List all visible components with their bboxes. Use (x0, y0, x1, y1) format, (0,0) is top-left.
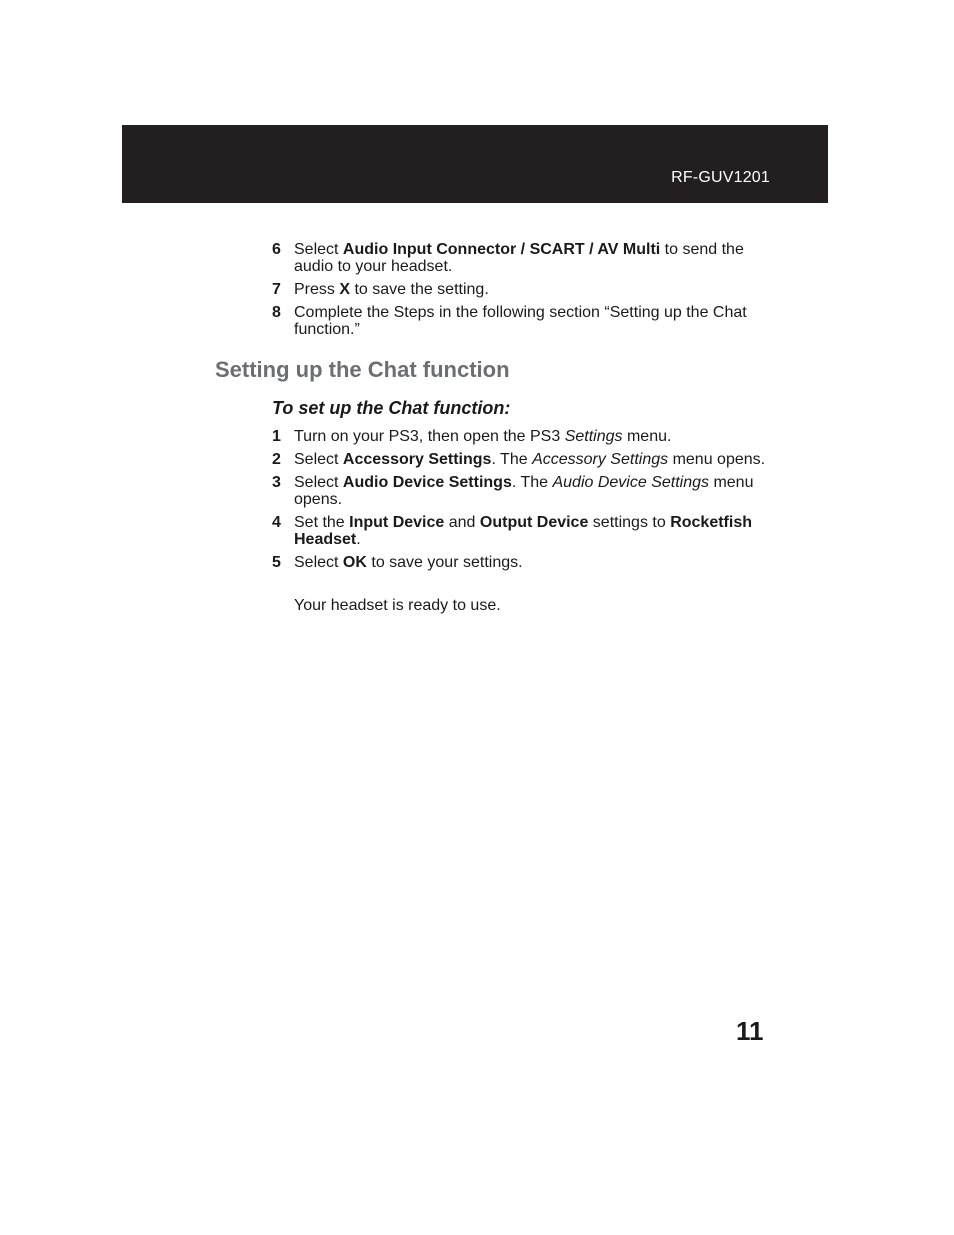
step-item (272, 514, 772, 548)
step-number: 6 (272, 241, 281, 258)
bold-term: OK (342, 554, 367, 571)
step-number: 7 (272, 281, 281, 298)
step-item (272, 428, 772, 445)
step-text (294, 304, 772, 338)
step-text-run: settings to (588, 514, 671, 531)
step-number: 1 (272, 428, 281, 445)
step-item (272, 281, 772, 298)
step-number: 5 (272, 554, 281, 571)
bold-term: Rocketfish Headset (294, 514, 752, 548)
step-item (272, 304, 772, 338)
bold-term: Accessory Settings (342, 451, 492, 468)
step-text-run: menu opens. (668, 451, 766, 468)
bold-term: X (339, 281, 351, 298)
step-text (294, 554, 772, 571)
bold-term: Input Device (349, 514, 445, 531)
step-text (294, 428, 772, 445)
step-number: 3 (272, 474, 281, 491)
page-number: 11 (736, 1016, 764, 1046)
step-item (272, 474, 772, 508)
step-text (294, 474, 772, 508)
step-text (294, 451, 772, 468)
step-text-run: Turn on your PS3, then open the PS3 (294, 428, 565, 445)
bold-term: Audio Input Connector / SCART / AV Multi (342, 241, 661, 258)
step-text-run: to save the setting. (350, 281, 489, 298)
step-text-run: Select (294, 474, 343, 491)
step-text-run: and (444, 514, 480, 531)
step-text-run: . The (491, 451, 533, 468)
bold-term: Output Device (479, 514, 589, 531)
chat-steps-list (272, 428, 772, 577)
step-text (294, 241, 772, 275)
step-number: 2 (272, 451, 281, 468)
followup-text: Your headset is ready to use. (294, 597, 501, 614)
italic-term: Audio Device Settings (552, 474, 709, 491)
step-item (272, 451, 772, 468)
step-text-run: Select (294, 241, 343, 258)
step-text (294, 514, 772, 548)
header-band (122, 125, 828, 203)
bold-term: Audio Device Settings (342, 474, 512, 491)
step-text-run: Complete the Steps in the following section “Setting up the Chat function.” (294, 304, 747, 338)
step-text-run: to save your settings. (366, 554, 523, 571)
step-item (272, 241, 772, 275)
step-text-run: . The (511, 474, 553, 491)
continued-steps-list (272, 241, 772, 344)
step-text-run: Select (294, 554, 343, 571)
italic-term: Accessory Settings (532, 451, 669, 468)
step-text-run: to send the audio to your headset. (294, 241, 744, 275)
step-text-run: . (356, 531, 361, 548)
procedure-title: To set up the Chat function: (272, 398, 511, 418)
step-text-run: Press (294, 281, 340, 298)
step-text-run: menu opens. (294, 474, 754, 508)
step-text-run: Set the (294, 514, 350, 531)
step-text (294, 281, 772, 298)
italic-term: Settings (564, 428, 623, 445)
step-item (272, 554, 772, 571)
step-number: 4 (272, 514, 281, 531)
step-text-run: Select (294, 451, 343, 468)
step-number: 8 (272, 304, 281, 321)
model-number: RF-GUV1201 (671, 169, 770, 186)
section-title: Setting up the Chat function (215, 357, 510, 382)
step-text-run: menu. (622, 428, 672, 445)
